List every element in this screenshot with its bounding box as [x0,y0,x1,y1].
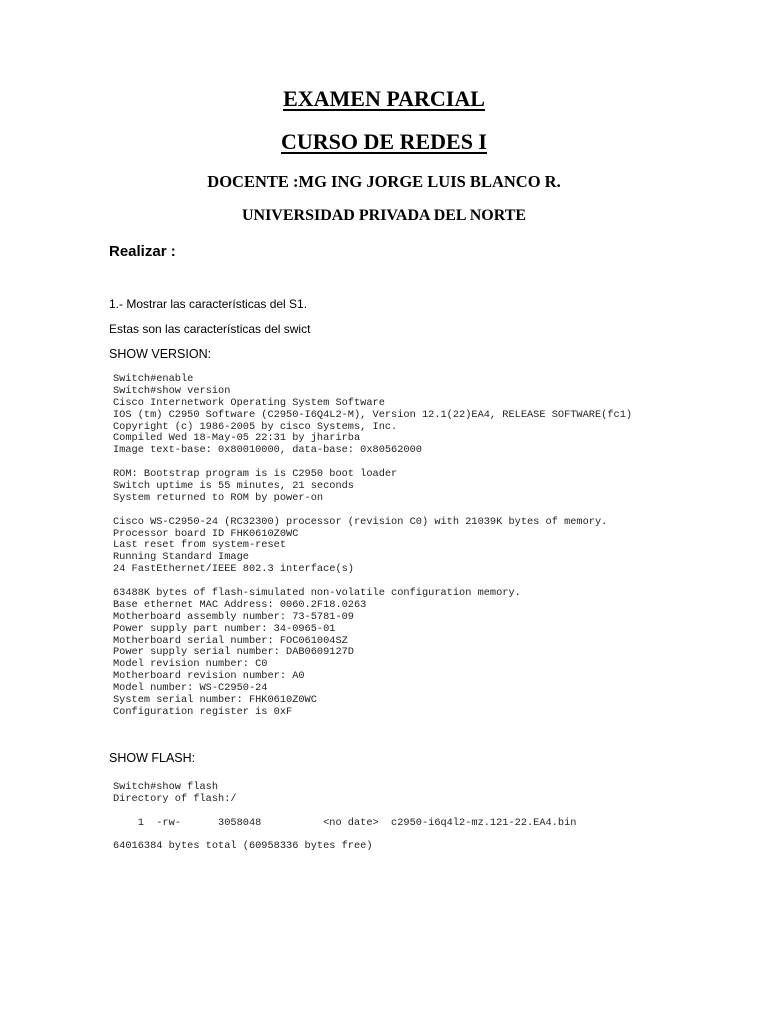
show-flash-output [113,782,576,853]
course-title-text: CURSO DE REDES I [281,129,487,154]
university-line: UNIVERSIDAD PRIVADA DEL NORTE [241,207,527,224]
terminal-line: Switch uptime is 55 minutes, 21 seconds [113,480,354,493]
course-title [0,129,768,155]
exam-title-text: EXAMEN PARCIAL [283,86,485,111]
terminal-line: Model number: WS-C2950-24 [113,682,268,695]
terminal-line: Switch#show flash [113,781,219,793]
terminal-line: IOS (tm) C2950 Software (C2950-I6Q4L2-M), Version 12.1(22)EA4, RELEASE SOFTWARE(fc1) [113,408,633,421]
terminal-line: Configuration register is 0xF [113,705,293,718]
terminal-line: Directory of flash:/ [113,792,237,805]
terminal-line: Power supply part number: 34-0965-01 [113,622,336,635]
instruction-item-2: Estas son las características del swict [109,322,311,336]
terminal-line [113,505,632,517]
terminal-line: Cisco WS-C2950-24 (RC32300) processor (revision C0) with 21039K bytes of memory. [113,515,608,528]
terminal-line: Processor board ID FHK0610Z0WC [113,527,299,540]
terminal-line: 63488K bytes of flash-simulated non-volatile configuration memory. [113,587,521,600]
terminal-line: Image text-base: 0x80010000, data-base: 0x80562000 [113,444,422,457]
terminal-line: System returned to ROM by power-on [113,491,324,504]
terminal-line: 24 FastEthernet/IEEE 802.3 interface(s) [113,563,354,576]
terminal-line: Motherboard assembly number: 73-5781-09 [113,610,354,623]
terminal-line: Base ethernet MAC Address: 0060.2F18.0263 [113,598,367,611]
show-flash-label: SHOW FLASH: [109,751,196,765]
teacher-line: DOCENTE :MG ING JORGE LUIS BLANCO R. [207,172,561,191]
terminal-line: Model revision number: C0 [113,658,268,671]
instruction-item-1: 1.- Mostrar las características del S1. [109,297,308,311]
terminal-line: Running Standard Image [113,551,249,564]
terminal-line: Cisco Internetwork Operating System Software [113,396,385,409]
show-version-output [113,374,632,719]
terminal-line: 64016384 bytes total (60958336 bytes free) [113,840,373,853]
terminal-line: ROM: Bootstrap program is is C2950 boot loader [113,468,398,481]
terminal-line: Copyright (c) 1986-2005 by cisco Systems, Inc. [113,420,398,433]
show-version-label: SHOW VERSION: [109,347,212,361]
terminal-line: System serial number: FHK0610Z0WC [113,694,317,707]
terminal-line: Motherboard serial number: FOC061004SZ [113,634,348,647]
terminal-line [113,806,576,818]
realizar-heading: Realizar : [109,243,176,260]
terminal-line: Power supply serial number: DAB0609127D [113,646,354,659]
terminal-line: Switch#show version [113,384,231,397]
terminal-line: Motherboard revision number: A0 [113,670,305,683]
terminal-line: Compiled Wed 18-May-05 22:31 by jharirba [113,432,361,445]
terminal-line: Switch#enable [113,373,194,385]
exam-title [0,86,768,112]
terminal-line: 1 -rw- 3058048 <no date> c2950-i6q4l2-mz.121-22.EA4.bin [113,816,577,829]
terminal-line: Last reset from system-reset [113,539,287,552]
